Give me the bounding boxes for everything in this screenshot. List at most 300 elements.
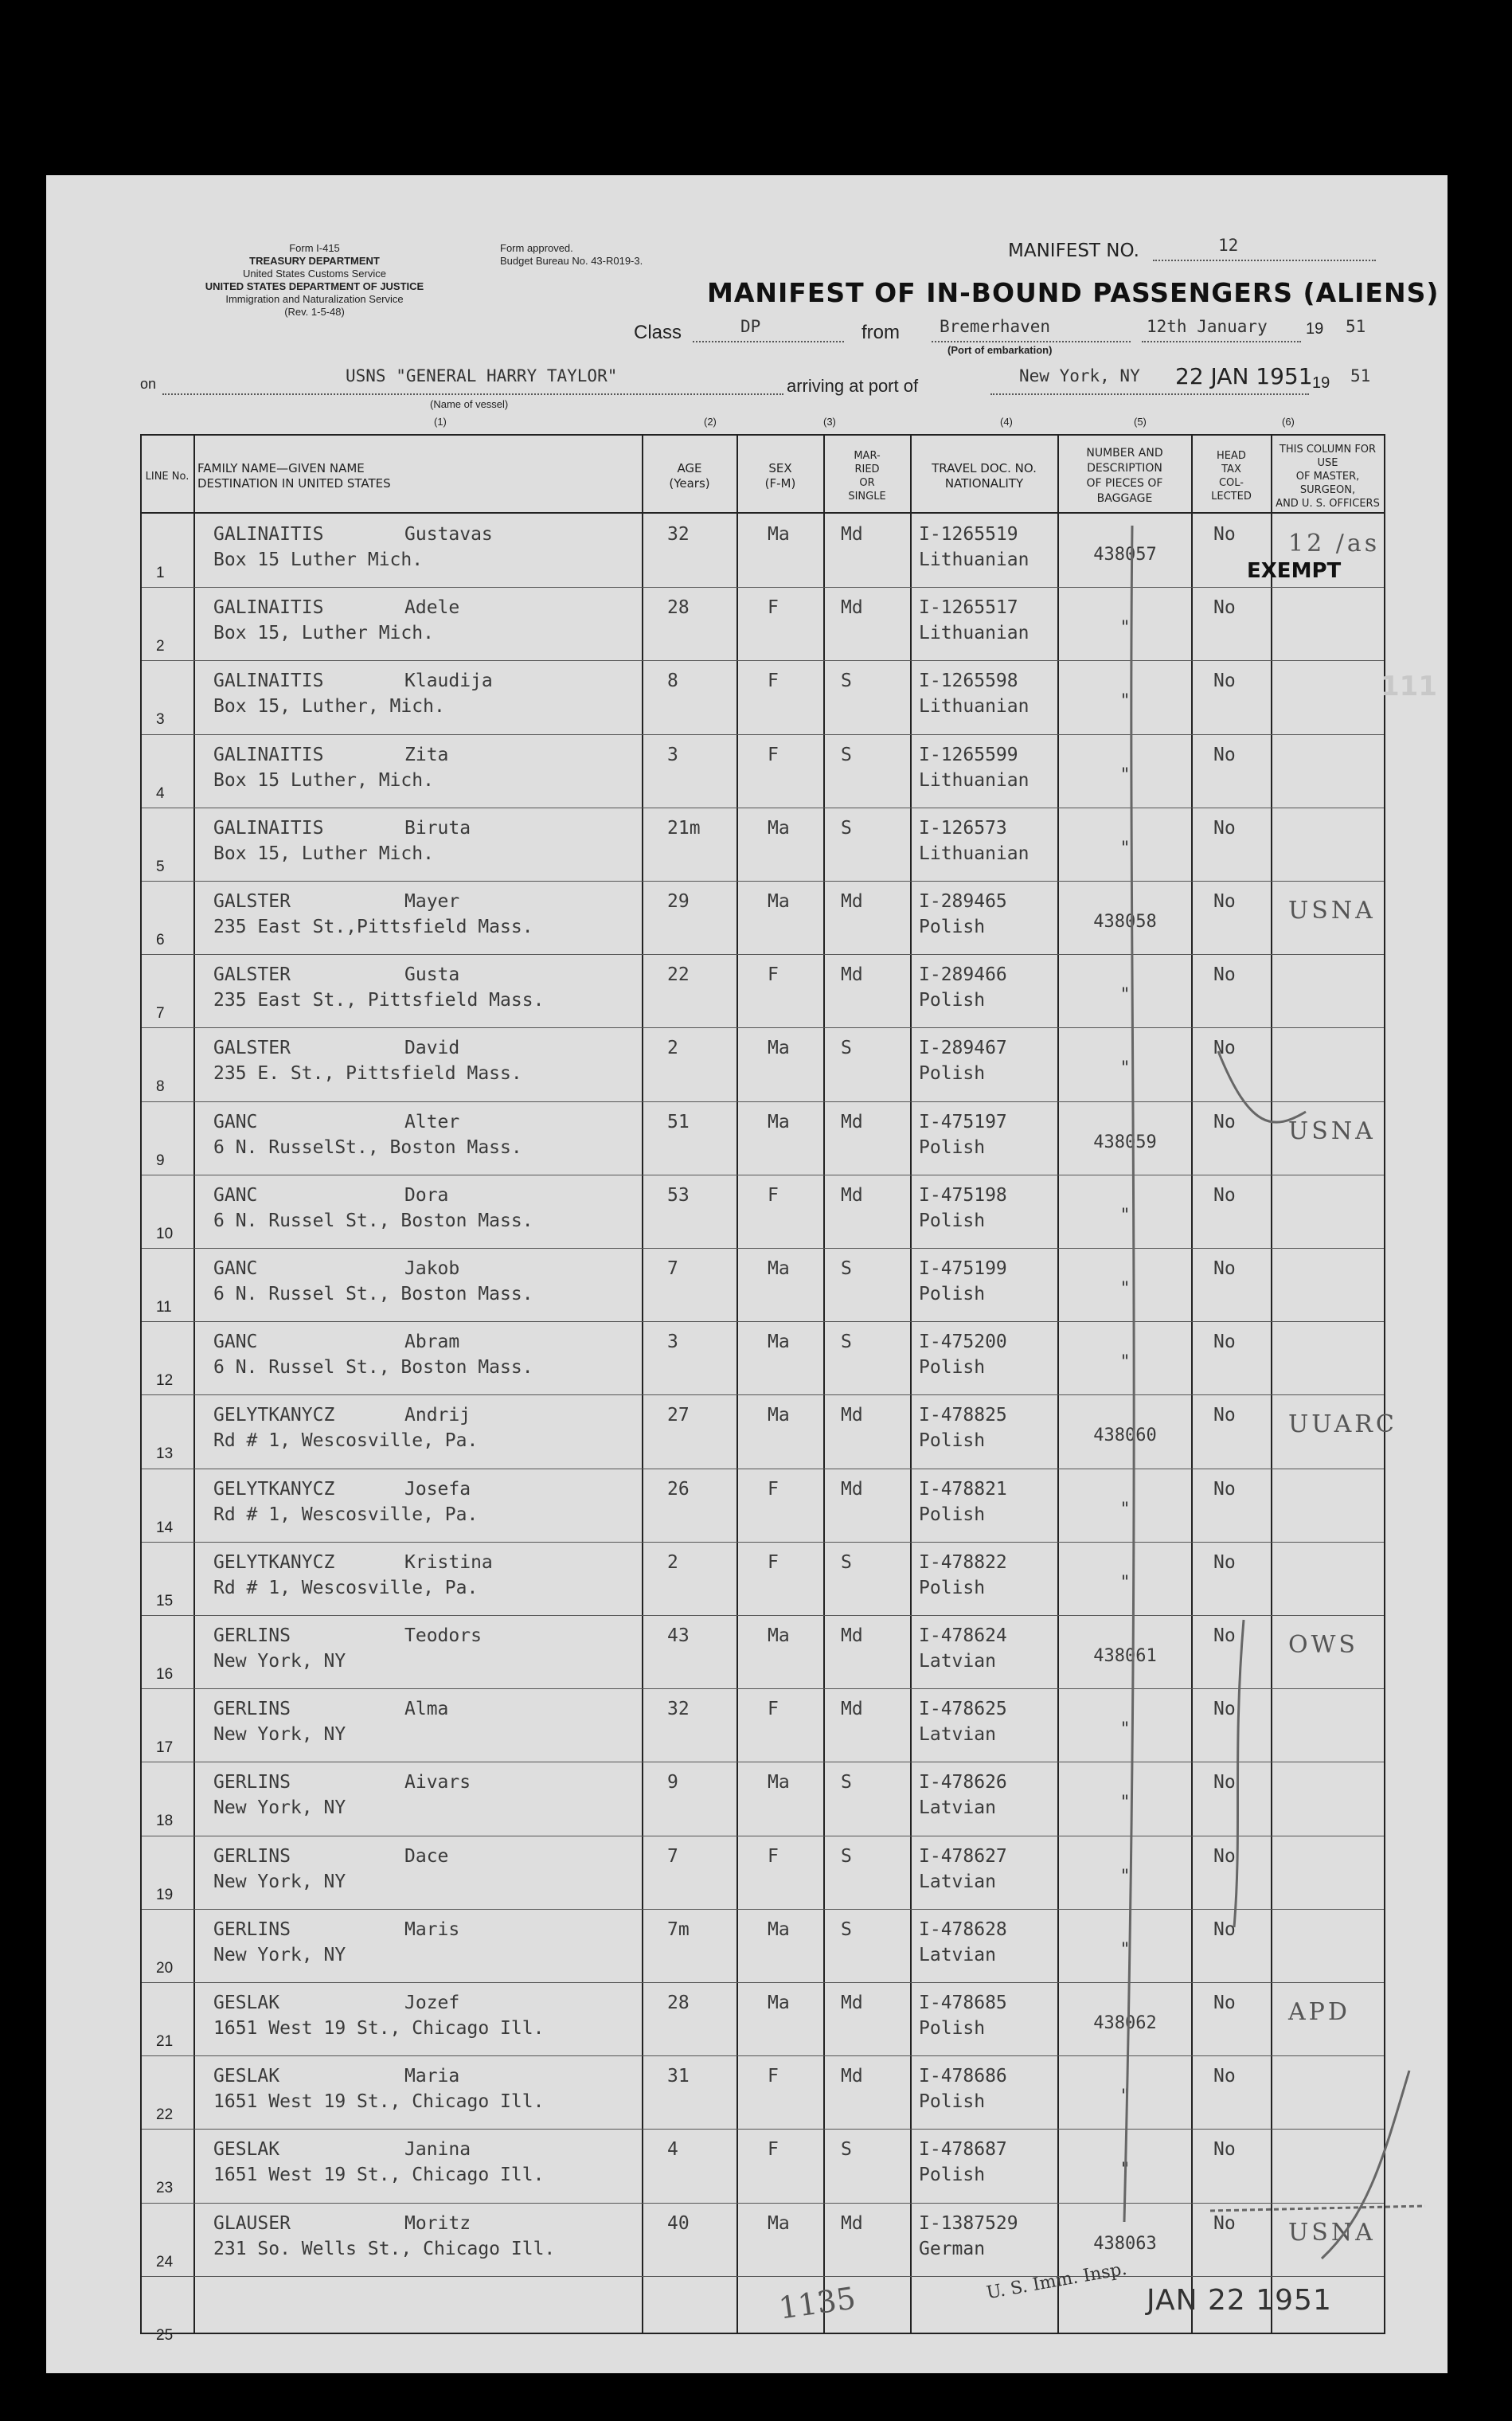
- sex: Ma: [768, 1625, 790, 1646]
- travel-doc: I-478626: [919, 1772, 1007, 1793]
- bottom-handwriting: 1135: [776, 2280, 858, 2326]
- baggage: ": [1119, 2087, 1131, 2107]
- form-revision: (Rev. 1-5-48): [284, 306, 345, 318]
- age: 7: [667, 1258, 678, 1279]
- baggage: 438060: [1093, 1426, 1157, 1446]
- nationality: Lithuanian: [919, 550, 1029, 570]
- vessel-sublabel: (Name of vessel): [430, 398, 509, 410]
- age: 40: [667, 2212, 690, 2234]
- destination: Box 15 Luther Mich.: [213, 550, 424, 570]
- baggage: ": [1119, 1499, 1131, 1519]
- baggage: ": [1119, 765, 1131, 785]
- age: 3: [667, 1332, 678, 1353]
- head-tax: No: [1213, 1551, 1236, 1573]
- baggage: 438063: [1093, 2233, 1157, 2254]
- given-name: Andrij: [404, 1405, 471, 1426]
- officer-note: 12 /as: [1288, 530, 1381, 557]
- head-tax: No: [1213, 1993, 1236, 2013]
- inspector-note: U. S. Imm. Insp.: [985, 2259, 1129, 2304]
- officer-note: USNA: [1288, 897, 1376, 925]
- given-name: Adele: [404, 597, 460, 619]
- given-name: Alter: [404, 1111, 460, 1132]
- exempt-stamp: EXEMPT: [1247, 559, 1342, 583]
- sex: Ma: [768, 1258, 790, 1279]
- destination: Box 15 Luther, Mich.: [213, 769, 434, 791]
- family-name: GELYTKANYCZ: [213, 1478, 335, 1500]
- given-name: Mayer: [404, 891, 460, 912]
- nationality: Latvian: [919, 1651, 996, 1672]
- baggage: 438062: [1093, 2013, 1157, 2033]
- destination: 6 N. Russel St., Boston Mass.: [213, 1284, 533, 1304]
- age: 22: [667, 964, 690, 986]
- family-name: GALINAITIS: [213, 524, 324, 545]
- age: 43: [667, 1625, 690, 1646]
- destination: 6 N. Russel St., Boston Mass.: [213, 1210, 533, 1231]
- destination: Rd # 1, Wescosville, Pa.: [213, 1577, 479, 1598]
- marital-status: S: [841, 1772, 852, 1793]
- given-name: Moritz: [404, 2212, 471, 2234]
- arriving-year-label: 19: [1312, 374, 1330, 392]
- vessel-prefix: on: [140, 376, 157, 392]
- sex: F: [768, 964, 779, 986]
- col-header-sex: SEX (F-M): [764, 461, 796, 491]
- manifest-no-value: 12: [1218, 236, 1239, 255]
- sex: F: [768, 1184, 779, 1206]
- budget-bureau: Budget Bureau No. 43-R019-3.: [500, 255, 643, 267]
- line-number: 22: [156, 2106, 174, 2124]
- travel-doc: I-475197: [919, 1111, 1007, 1132]
- destination: 235 East St., Pittsfield Mass.: [213, 990, 545, 1011]
- marital-status: S: [841, 1332, 852, 1353]
- baggage: 438061: [1093, 1646, 1157, 1666]
- given-name: Gustavas: [404, 524, 493, 545]
- travel-doc: I-126573: [919, 817, 1007, 839]
- col-num-6: (6): [1282, 416, 1295, 428]
- family-name: GERLINS: [213, 1845, 291, 1867]
- given-name: Abram: [404, 1332, 460, 1353]
- sex: Ma: [768, 2212, 790, 2234]
- class-label: Class: [634, 322, 682, 343]
- nationality: Polish: [919, 1504, 986, 1525]
- family-name: GERLINS: [213, 1699, 291, 1720]
- given-name: David: [404, 1038, 460, 1059]
- marital-status: Md: [841, 1111, 863, 1132]
- age: 3: [667, 744, 678, 765]
- family-name: GALSTER: [213, 891, 291, 912]
- sex: Ma: [768, 1772, 790, 1793]
- destination: 1651 West 19 St., Chicago Ill.: [213, 2165, 545, 2186]
- sex: Ma: [768, 1918, 790, 1940]
- line-number: 17: [156, 1739, 174, 1757]
- travel-doc: I-475198: [919, 1184, 1007, 1206]
- sex: Ma: [768, 524, 790, 545]
- travel-doc: I-478624: [919, 1625, 1007, 1646]
- age: 28: [667, 1993, 690, 2013]
- marital-status: S: [841, 817, 852, 839]
- line-number: 2: [156, 638, 165, 655]
- head-tax: No: [1213, 1405, 1236, 1426]
- nationality: Latvian: [919, 1944, 996, 1965]
- officer-note: USNA: [1288, 1117, 1376, 1145]
- given-name: Dora: [404, 1184, 449, 1206]
- baggage: ": [1119, 691, 1131, 712]
- marital-status: S: [841, 1038, 852, 1059]
- given-name: Maria: [404, 2066, 460, 2087]
- sex: Ma: [768, 1332, 790, 1353]
- baggage: ": [1119, 1939, 1131, 1960]
- baggage: 438057: [1093, 545, 1157, 565]
- marital-status: Md: [841, 2212, 863, 2234]
- baggage: ": [1119, 838, 1131, 858]
- family-name: GERLINS: [213, 1625, 291, 1646]
- age: 32: [667, 524, 690, 545]
- manifest-no-label: MANIFEST NO.: [1008, 241, 1139, 261]
- col-header-baggage: NUMBER AND DESCRIPTION OF PIECES OF BAGGAGE: [1086, 447, 1163, 505]
- nationality: Polish: [919, 2165, 986, 2186]
- nationality: Polish: [919, 1210, 986, 1231]
- arriving-port: New York, NY: [1019, 366, 1140, 385]
- arriving-label: arriving at port of: [787, 376, 919, 396]
- travel-doc: I-1265519: [919, 524, 1018, 545]
- given-name: Alma: [404, 1699, 449, 1720]
- head-tax: No: [1213, 1699, 1236, 1720]
- head-tax: No: [1213, 1772, 1236, 1793]
- customs-service: United States Customs Service: [243, 268, 386, 280]
- age: 7m: [667, 1918, 690, 1940]
- given-name: Teodors: [404, 1625, 482, 1646]
- age: 9: [667, 1772, 678, 1793]
- travel-doc: I-289466: [919, 964, 1007, 986]
- from-value: Bremerhaven: [940, 317, 1051, 336]
- given-name: Josefa: [404, 1478, 471, 1500]
- baggage: ": [1119, 1719, 1131, 1740]
- marital-status: S: [841, 744, 852, 765]
- baggage: ": [1119, 2160, 1131, 2180]
- travel-doc: I-478685: [919, 1993, 1007, 2013]
- officer-note: USNA: [1288, 2218, 1376, 2247]
- family-name: GALINAITIS: [213, 597, 324, 619]
- marital-status: S: [841, 1845, 852, 1867]
- class-value: DP: [740, 317, 761, 336]
- travel-doc: I-289467: [919, 1038, 1007, 1059]
- family-name: GALINAITIS: [213, 671, 324, 692]
- marital-status: Md: [841, 1405, 863, 1426]
- officer-note: UUARC: [1288, 1410, 1397, 1439]
- marital-status: S: [841, 2139, 852, 2161]
- nationality: Polish: [919, 2091, 986, 2113]
- head-tax: No: [1213, 2066, 1236, 2087]
- head-tax: No: [1213, 744, 1236, 765]
- from-sublabel: (Port of embarkation): [947, 344, 1053, 356]
- marital-status: Md: [841, 891, 863, 912]
- line-number: 18: [156, 1813, 174, 1830]
- nationality: Polish: [919, 1136, 986, 1158]
- baggage: ": [1119, 1866, 1131, 1887]
- destination: New York, NY: [213, 1797, 346, 1819]
- head-tax: No: [1213, 964, 1236, 986]
- line-number: 16: [156, 1666, 174, 1683]
- marital-status: S: [841, 671, 852, 692]
- family-name: GALINAITIS: [213, 817, 324, 839]
- line-number: 6: [156, 932, 165, 948]
- arrival-stamp: 22 JAN 1951: [1175, 363, 1313, 389]
- nationality: Latvian: [919, 1797, 996, 1819]
- sex: F: [768, 744, 779, 765]
- travel-doc: I-475200: [919, 1332, 1007, 1353]
- travel-doc: I-1265517: [919, 597, 1018, 619]
- travel-doc: I-475199: [919, 1258, 1007, 1279]
- line-number: 21: [156, 2033, 174, 2050]
- line-number: 11: [156, 1299, 172, 1316]
- nationality: Lithuanian: [919, 696, 1029, 718]
- head-tax: No: [1213, 1184, 1236, 1206]
- family-name: GESLAK: [213, 2066, 280, 2087]
- family-name: GANC: [213, 1111, 258, 1132]
- destination: Rd # 1, Wescosville, Pa.: [213, 1430, 479, 1452]
- given-name: Janina: [404, 2139, 471, 2161]
- given-name: Dace: [404, 1845, 449, 1867]
- nationality: Lithuanian: [919, 623, 1029, 644]
- destination: Box 15, Luther, Mich.: [213, 696, 445, 718]
- nationality: Latvian: [919, 1724, 996, 1746]
- baggage: 438059: [1093, 1132, 1157, 1152]
- bottom-date-stamp: JAN 22 1951: [1147, 2284, 1332, 2317]
- line-number: 1: [156, 565, 165, 581]
- travel-doc: I-478687: [919, 2139, 1007, 2161]
- age: 32: [667, 1699, 690, 1720]
- destination: Box 15, Luther Mich.: [213, 843, 434, 864]
- marital-status: Md: [841, 1699, 863, 1720]
- col-header-married: MAR- RIED OR SINGLE: [848, 450, 886, 503]
- family-name: GELYTKANYCZ: [213, 1405, 335, 1426]
- family-name: GERLINS: [213, 1772, 291, 1793]
- head-tax: No: [1213, 1038, 1236, 1059]
- given-name: Jakob: [404, 1258, 460, 1279]
- head-tax: No: [1213, 1625, 1236, 1646]
- marital-status: Md: [841, 1993, 863, 2013]
- line-number: 15: [156, 1592, 174, 1609]
- line-number: 24: [156, 2253, 174, 2270]
- baggage: ": [1119, 1793, 1131, 1813]
- line-number: 4: [156, 784, 165, 802]
- sex: F: [768, 1478, 779, 1500]
- baggage: ": [1119, 1058, 1131, 1079]
- marital-status: Md: [841, 1478, 863, 1500]
- baggage: ": [1119, 1205, 1131, 1226]
- sex: Ma: [768, 891, 790, 912]
- sex: F: [768, 1845, 779, 1867]
- col-num-3: (3): [823, 416, 836, 428]
- ins-service: Immigration and Naturalization Service: [225, 293, 404, 305]
- line-number: 20: [156, 1959, 174, 1977]
- sex: F: [768, 597, 779, 619]
- nationality: Polish: [919, 990, 986, 1011]
- line-number: 3: [156, 711, 165, 729]
- nationality: Polish: [919, 1063, 986, 1085]
- sex: F: [768, 671, 779, 692]
- travel-doc: I-478627: [919, 1845, 1007, 1867]
- nationality: Polish: [919, 1577, 986, 1598]
- age: 51: [667, 1111, 690, 1132]
- destination: 1651 West 19 St., Chicago Ill.: [213, 2091, 545, 2113]
- family-name: GERLINS: [213, 1918, 291, 1940]
- form-number: Form I-415: [289, 242, 340, 254]
- age: 29: [667, 891, 690, 912]
- given-name: Aivars: [404, 1772, 471, 1793]
- destination: Rd # 1, Wescosville, Pa.: [213, 1504, 479, 1525]
- age: 2: [667, 1551, 678, 1573]
- age: 8: [667, 671, 678, 692]
- line-number: 5: [156, 858, 165, 875]
- date-year-label: 19: [1306, 320, 1324, 338]
- age: 26: [667, 1478, 690, 1500]
- line-number: 13: [156, 1445, 174, 1463]
- given-name: Biruta: [404, 817, 471, 839]
- sex: Ma: [768, 1405, 790, 1426]
- age: 53: [667, 1184, 690, 1206]
- marital-status: Md: [841, 1184, 863, 1206]
- family-name: GALINAITIS: [213, 744, 324, 765]
- nationality: Polish: [919, 2018, 986, 2039]
- head-tax: No: [1213, 891, 1236, 912]
- destination: New York, NY: [213, 1724, 346, 1746]
- nationality: Polish: [919, 1430, 986, 1452]
- marital-status: Md: [841, 597, 863, 619]
- margin-number: 111: [1381, 671, 1437, 702]
- nationality: Latvian: [919, 1871, 996, 1892]
- head-tax: No: [1213, 671, 1236, 692]
- sex: Ma: [768, 1993, 790, 2013]
- form-approved-line1: Form approved.: [500, 242, 573, 254]
- nationality: Lithuanian: [919, 843, 1029, 864]
- marital-status: S: [841, 1918, 852, 1940]
- col-header-tax: HEAD TAX COL- LECTED: [1211, 450, 1252, 503]
- age: 27: [667, 1405, 690, 1426]
- travel-doc: I-478628: [919, 1918, 1007, 1940]
- destination: 235 East St.,Pittsfield Mass.: [213, 917, 533, 937]
- destination: New York, NY: [213, 1944, 346, 1965]
- age: 4: [667, 2139, 678, 2161]
- nationality: Lithuanian: [919, 769, 1029, 791]
- age: 7: [667, 1845, 678, 1867]
- line-number: 23: [156, 2180, 174, 2197]
- sex: Ma: [768, 817, 790, 839]
- line-number: 7: [156, 1005, 165, 1023]
- family-name: GESLAK: [213, 2139, 280, 2161]
- baggage: 438058: [1093, 912, 1157, 932]
- destination: 235 E. St., Pittsfield Mass.: [213, 1063, 522, 1085]
- travel-doc: I-289465: [919, 891, 1007, 912]
- vessel-name: USNS "GENERAL HARRY TAYLOR": [346, 366, 618, 385]
- family-name: GALSTER: [213, 1038, 291, 1059]
- col-header-officers: THIS COLUMN FOR USE OF MASTER, SURGEON, AND U. S. OFFICERS: [1276, 443, 1380, 510]
- treasury-dept: TREASURY DEPARTMENT: [249, 255, 380, 267]
- sex: Ma: [768, 1038, 790, 1059]
- family-name: GANC: [213, 1184, 258, 1206]
- line-number: 9: [156, 1152, 165, 1169]
- nationality: Polish: [919, 917, 986, 937]
- travel-doc: I-478625: [919, 1699, 1007, 1720]
- col-header-age: AGE (Years): [669, 461, 710, 491]
- marital-status: S: [841, 1258, 852, 1279]
- head-tax: No: [1213, 1845, 1236, 1867]
- date-year: 51: [1346, 317, 1366, 336]
- family-name: GELYTKANYCZ: [213, 1551, 335, 1573]
- family-name: GESLAK: [213, 1993, 280, 2013]
- sex: Ma: [768, 1111, 790, 1132]
- given-name: Jozef: [404, 1993, 460, 2013]
- travel-doc: I-1265598: [919, 671, 1018, 692]
- marital-status: Md: [841, 1625, 863, 1646]
- nationality: German: [919, 2238, 986, 2259]
- given-name: Kristina: [404, 1551, 493, 1573]
- line-number: 14: [156, 1519, 174, 1536]
- sex: F: [768, 1699, 779, 1720]
- destination: 231 So. Wells St., Chicago Ill.: [213, 2238, 556, 2259]
- baggage: ": [1119, 1572, 1131, 1593]
- head-tax: No: [1213, 817, 1236, 839]
- arriving-year: 51: [1350, 366, 1371, 385]
- marital-status: Md: [841, 2066, 863, 2087]
- nationality: Polish: [919, 1357, 986, 1379]
- from-label: from: [861, 322, 900, 343]
- age: 2: [667, 1038, 678, 1059]
- justice-dept: UNITED STATES DEPARTMENT OF JUSTICE: [205, 280, 424, 292]
- date-value: 12th January: [1147, 317, 1268, 336]
- sex: F: [768, 2139, 779, 2161]
- col-num-1: (1): [434, 416, 447, 428]
- head-tax: No: [1213, 524, 1236, 545]
- age: 31: [667, 2066, 690, 2087]
- marital-status: S: [841, 1551, 852, 1573]
- destination: New York, NY: [213, 1651, 346, 1672]
- family-name: GLAUSER: [213, 2212, 291, 2234]
- travel-doc: I-1387529: [919, 2212, 1018, 2234]
- col-header-line: LINE No.: [145, 470, 189, 483]
- col-num-5: (5): [1134, 416, 1147, 428]
- head-tax: No: [1213, 1111, 1236, 1132]
- age: 28: [667, 597, 690, 619]
- destination: 6 N. RusselSt., Boston Mass.: [213, 1136, 522, 1158]
- destination: 1651 West 19 St., Chicago Ill.: [213, 2018, 545, 2039]
- family-name: GALSTER: [213, 964, 291, 986]
- col-num-4: (4): [1000, 416, 1013, 428]
- travel-doc: I-1265599: [919, 744, 1018, 765]
- head-tax: No: [1213, 1258, 1236, 1279]
- head-tax: No: [1213, 2139, 1236, 2161]
- nationality: Polish: [919, 1284, 986, 1304]
- line-number: 10: [156, 1225, 174, 1242]
- marital-status: Md: [841, 524, 863, 545]
- travel-doc: I-478825: [919, 1405, 1007, 1426]
- destination: Box 15, Luther Mich.: [213, 623, 434, 644]
- destination: 6 N. Russel St., Boston Mass.: [213, 1357, 533, 1379]
- age: 21m: [667, 817, 701, 839]
- head-tax: No: [1213, 597, 1236, 619]
- head-tax: No: [1213, 1478, 1236, 1500]
- family-name: GANC: [213, 1258, 258, 1279]
- officer-note: APD: [1288, 1998, 1350, 2026]
- travel-doc: I-478821: [919, 1478, 1007, 1500]
- given-name: Maris: [404, 1918, 460, 1940]
- marital-status: Md: [841, 964, 863, 986]
- head-tax: No: [1213, 1918, 1236, 1940]
- line-number: 12: [156, 1372, 174, 1390]
- col-header-travel: TRAVEL DOC. NO. NATIONALITY: [932, 461, 1037, 491]
- given-name: Klaudija: [404, 671, 493, 692]
- given-name: Gusta: [404, 964, 460, 986]
- line-number: 19: [156, 1886, 174, 1903]
